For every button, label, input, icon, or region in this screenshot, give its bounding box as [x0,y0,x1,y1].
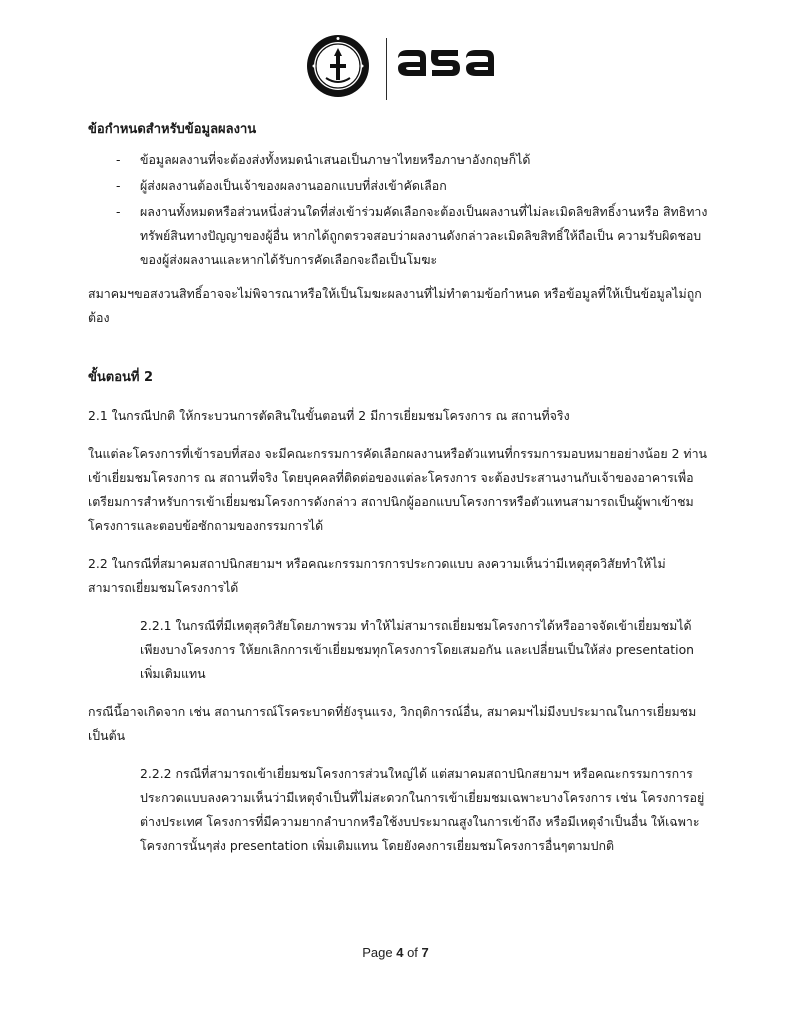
page-footer [0,945,791,960]
section-step2-title: ขั้นตอนที่ 2 [88,370,154,385]
document-body [88,118,708,858]
list-item: - ผู้ส่งผลงานต้องเป็นเจ้าของผลงานออกแบบที่ส่งเข้าคัดเลือก [88,174,708,198]
page-header [0,34,791,104]
list-item: - ข้อมูลผลงานที่จะต้องส่งทั้งหมดนำเสนอเป็นภาษาไทยหรือภาษาอังกฤษก็ได้ [88,148,708,172]
dash-icon: - [116,152,121,167]
header-divider [386,38,387,100]
section-terms-title: ข้อกำหนดสำหรับข้อมูลผลงาน [88,122,257,137]
paragraph-2-2-2: 2.2.2 กรณีที่สามารถเข้าเยี่ยมชมโครงการส่วนใหญ่ได้ แต่สมาคมสถาปนิกสยามฯ หรือคณะกรรมการการประกวดแบบลงความเห็นว่ามีเหตุจำเป็นที่ไม่สะดวกในการเข้าเยี่ยมชมเฉพาะบางโครงการ เช่น โครงการอยู่ต่างประเทศ โครงการที่มีความยากลำบากหรือใช้งบประมาณสูงในการเข้าถึง หรือมีเหตุจำเป็นอื่น ให้เฉพาะโครงการนั้นๆส่ง presentation เพิ่มเติมแทน โดยยังคงการเยี่ยมชมโครงการอื่นๆตามปกติ [140,766,705,853]
association-seal-icon [306,34,370,98]
terms-note: สมาคมฯขอสงวนสิทธิ์อาจจะไม่พิจารณาหรือให้เป็นโมฆะผลงานที่ไม่ทำตามข้อกำหนด หรือข้อมูลที่ให้เป็นข้อมูลไม่ถูกต้อง [88,286,702,325]
page-current: 4 [396,945,404,960]
dash-icon: - [116,204,121,219]
terms-list [88,148,708,272]
page-of: of [403,945,422,960]
paragraph-2-1: 2.1 ในกรณีปกติ ให้กระบวนการตัดสินในขั้นตอนที่ 2 มีการเยี่ยมชมโครงการ ณ สถานที่จริง [88,408,570,423]
page-label: Page [362,945,397,960]
paragraph-2-1-detail: ในแต่ละโครงการที่เข้ารอบที่สอง จะมีคณะกรรมการคัดเลือกผลงานหรือตัวแทนที่กรรมการมอบหมายอย่างน้อย 2 ท่าน เข้าเยี่ยมชมโครงการ ณ สถานที่จริง โดยบุคคลที่ติดต่อของแต่ละโครงการ จะต้องประสานงานกับเจ้าของอาคารเพื่อเตรียมการสำหรับการเข้าเยี่ยมชมโครงการดังกล่าว สถาปนิกผู้ออกแบบโครงการหรือตัวแทนสามารถเป็นผู้พาเข้าชมโครงการและตอบข้อซักถามของกรรมการได้ [88,446,707,533]
page-total: 7 [421,945,429,960]
asa-logo [396,46,504,80]
paragraph-2-2-1-note: กรณีนี้อาจเกิดจาก เช่น สถานการณ์โรคระบาดที่ยังรุนแรง, วิกฤติการณ์อื่น, สมาคมฯไม่มีงบประมาณในการเยี่ยมชม เป็นต้น [88,704,697,743]
paragraph-2-2-1: 2.2.1 ในกรณีที่มีเหตุสุดวิสัยโดยภาพรวม ทำให้ไม่สามารถเยี่ยมชมโครงการได้หรืออาจจัดเข้าเยี่ยมชมได้เพียงบางโครงการ ให้ยกเลิกการเข้าเยี่ยมชมทุกโครงการโดยเสมอกัน และเปลี่ยนเป็นให้ส่ง presentation เพิ่มเติมแทน [140,618,695,681]
dash-icon: - [116,178,121,193]
paragraph-2-2: 2.2 ในกรณีที่สมาคมสถาปนิกสยามฯ หรือคณะกรรมการการประกวดแบบ ลงความเห็นว่ามีเหตุสุดวิสัยทำให้ไม่สามารถเยี่ยมชมโครงการได้ [88,556,666,595]
list-item: - ผลงานทั้งหมดหรือส่วนหนึ่งส่วนใดที่ส่งเข้าร่วมคัดเลือกจะต้องเป็นผลงานที่ไม่ละเมิดลิขสิทธิ์งานหรือ สิทธิทางทรัพย์สินทางปัญญาของผู้อื่น หากได้ถูกตรวจสอบว่าผลงานดังกล่าวละเมิดลิขสิทธิ์ให้ถือเป็น ความรับผิดชอบของผู้ส่งผลงานและหากได้รับการคัดเลือกจะถือเป็นโมฆะ [88,200,708,272]
